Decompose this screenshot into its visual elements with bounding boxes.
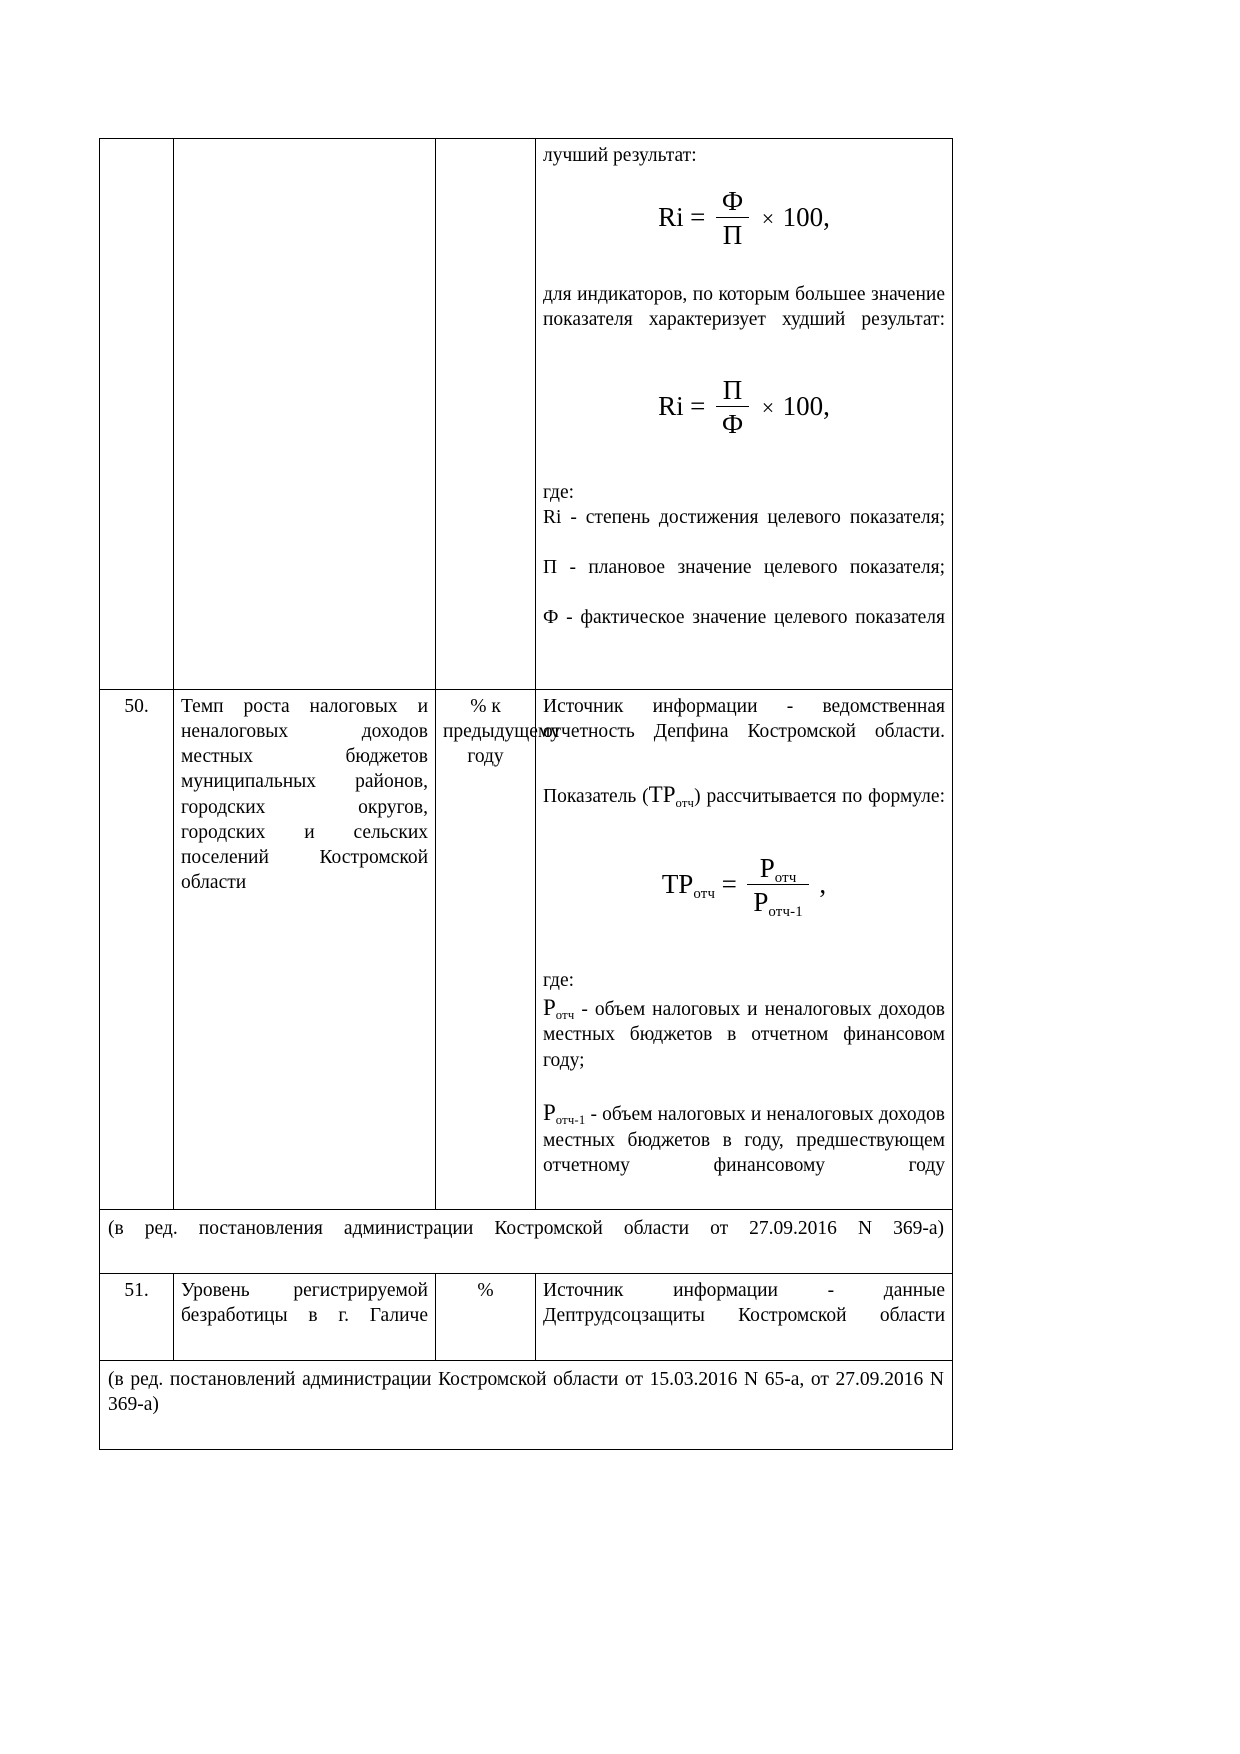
spacer [543, 271, 945, 282]
formula-lead-50 [543, 780, 945, 835]
numerator-subscript: отч [774, 870, 797, 887]
definition-rotch [543, 993, 945, 1098]
variable-subscript: отч-1 [555, 1113, 586, 1128]
formula-equals: = [690, 391, 706, 422]
table-row-note [100, 1360, 953, 1449]
source-cell-50 [536, 690, 953, 1210]
variable-base: Р [543, 1099, 556, 1125]
formula-lhs: Ri [658, 391, 684, 422]
indicator-name-51: Уровень регистрируемой безработицы в г. Галиче [174, 1274, 436, 1360]
fraction [747, 853, 809, 921]
formula-times: × [761, 395, 775, 421]
spacer [543, 769, 945, 780]
formula-factor: 100, [782, 391, 830, 422]
row-number-cell-empty [100, 139, 174, 690]
formula-comma: , [819, 869, 827, 900]
lhs-base: ТР [661, 869, 694, 900]
definition-p: П - плановое значение целевого показателя; [543, 556, 945, 578]
row-number-51: 51. [100, 1274, 174, 1360]
table-row [100, 690, 953, 1210]
denominator-base: Р [753, 887, 769, 918]
fraction [716, 375, 749, 439]
denominator-subscript: отч-1 [768, 904, 803, 921]
variable-rotch [543, 995, 574, 1020]
formula-equals: = [721, 869, 737, 900]
lhs-subscript: отч [693, 886, 716, 903]
source-cell-continued [536, 139, 953, 690]
formula-lead-before: Показатель ( [543, 786, 649, 808]
formula-ri-best [543, 188, 945, 252]
row-number-50: 50. [100, 690, 174, 1210]
editorial-note-2-cell [100, 1360, 953, 1449]
editorial-note-1-cell [100, 1209, 953, 1273]
indicator-name-cell-empty [174, 139, 436, 690]
fraction-numerator: Ф [716, 186, 749, 218]
fraction-denominator [747, 885, 809, 921]
fraction-denominator: П [722, 220, 743, 251]
fraction-denominator: Ф [721, 409, 744, 440]
formula-lead-after: ) рассчитывается по формуле: [694, 786, 945, 808]
table-row-note [100, 1209, 953, 1273]
unit-50: % к предыдущему году [436, 690, 536, 1210]
source-cell-51: Источник информации - данные Дептрудсоцзащиты Костромской области [536, 1274, 953, 1360]
fraction-numerator [747, 853, 809, 885]
formula-factor: 100, [782, 202, 830, 233]
variable-subscript: отч [675, 795, 695, 810]
variable-subscript: отч [555, 1008, 575, 1022]
indicators-table [99, 138, 953, 1450]
variable-base: ТР [648, 782, 676, 808]
formula-equals: = [690, 202, 706, 233]
definition-rotch-prev [543, 1098, 945, 1203]
fraction-numerator: П [716, 375, 749, 407]
source-intro-50: Источник информации - ведомственная отчетность Депфина Костромской области. [543, 696, 945, 743]
unit-51: % [436, 1274, 536, 1360]
where-label: где: [543, 481, 575, 503]
variable-base: Р [543, 994, 556, 1020]
worse-result-paragraph: для индикаторов, по которым большее значение показателя характеризует худший результат: [543, 283, 945, 330]
editorial-note-2: (в ред. постановлений администрации Костромской области от 15.03.2016 N 65-а, от 27.09.2016 N 369-а) [108, 1368, 944, 1415]
spacer [543, 938, 945, 968]
definition-text: - объем налоговых и неналоговых доходов местных бюджетов в году, предшествующем отчетному финансовому году [543, 1103, 945, 1176]
variable-rotch-prev [543, 1099, 586, 1128]
best-result-label: лучший результат: [543, 145, 697, 166]
unit-cell-empty [436, 139, 536, 690]
indicator-name-50: Темп роста налоговых и неналоговых доходов местных бюджетов муниципальных районов, городских округов, городских и сельских поселений Костромской области [174, 690, 436, 1210]
numerator-base: Р [759, 853, 775, 884]
indicator-variable-tr [648, 782, 695, 810]
formula-times: × [761, 206, 775, 232]
definition-text: - объем налоговых и неналоговых доходов местных бюджетов в отчетном финансовом году; [543, 998, 945, 1071]
editorial-note-1: (в ред. постановления администрации Костромской области от 27.09.2016 N 369-а) [108, 1217, 944, 1239]
spacer [543, 460, 945, 480]
formula-ri-worst [543, 377, 945, 441]
fraction [716, 186, 749, 250]
table-row [100, 139, 953, 690]
where-label-50: где: [543, 969, 575, 991]
definition-ri: Ri - степень достижения целевого показателя; [543, 506, 945, 528]
table-row [100, 1274, 953, 1360]
definition-f: Ф - фактическое значение целевого показателя [543, 607, 945, 629]
formula-lhs [661, 869, 716, 903]
formula-lhs: Ri [658, 202, 684, 233]
formula-tr-otch [543, 855, 945, 919]
